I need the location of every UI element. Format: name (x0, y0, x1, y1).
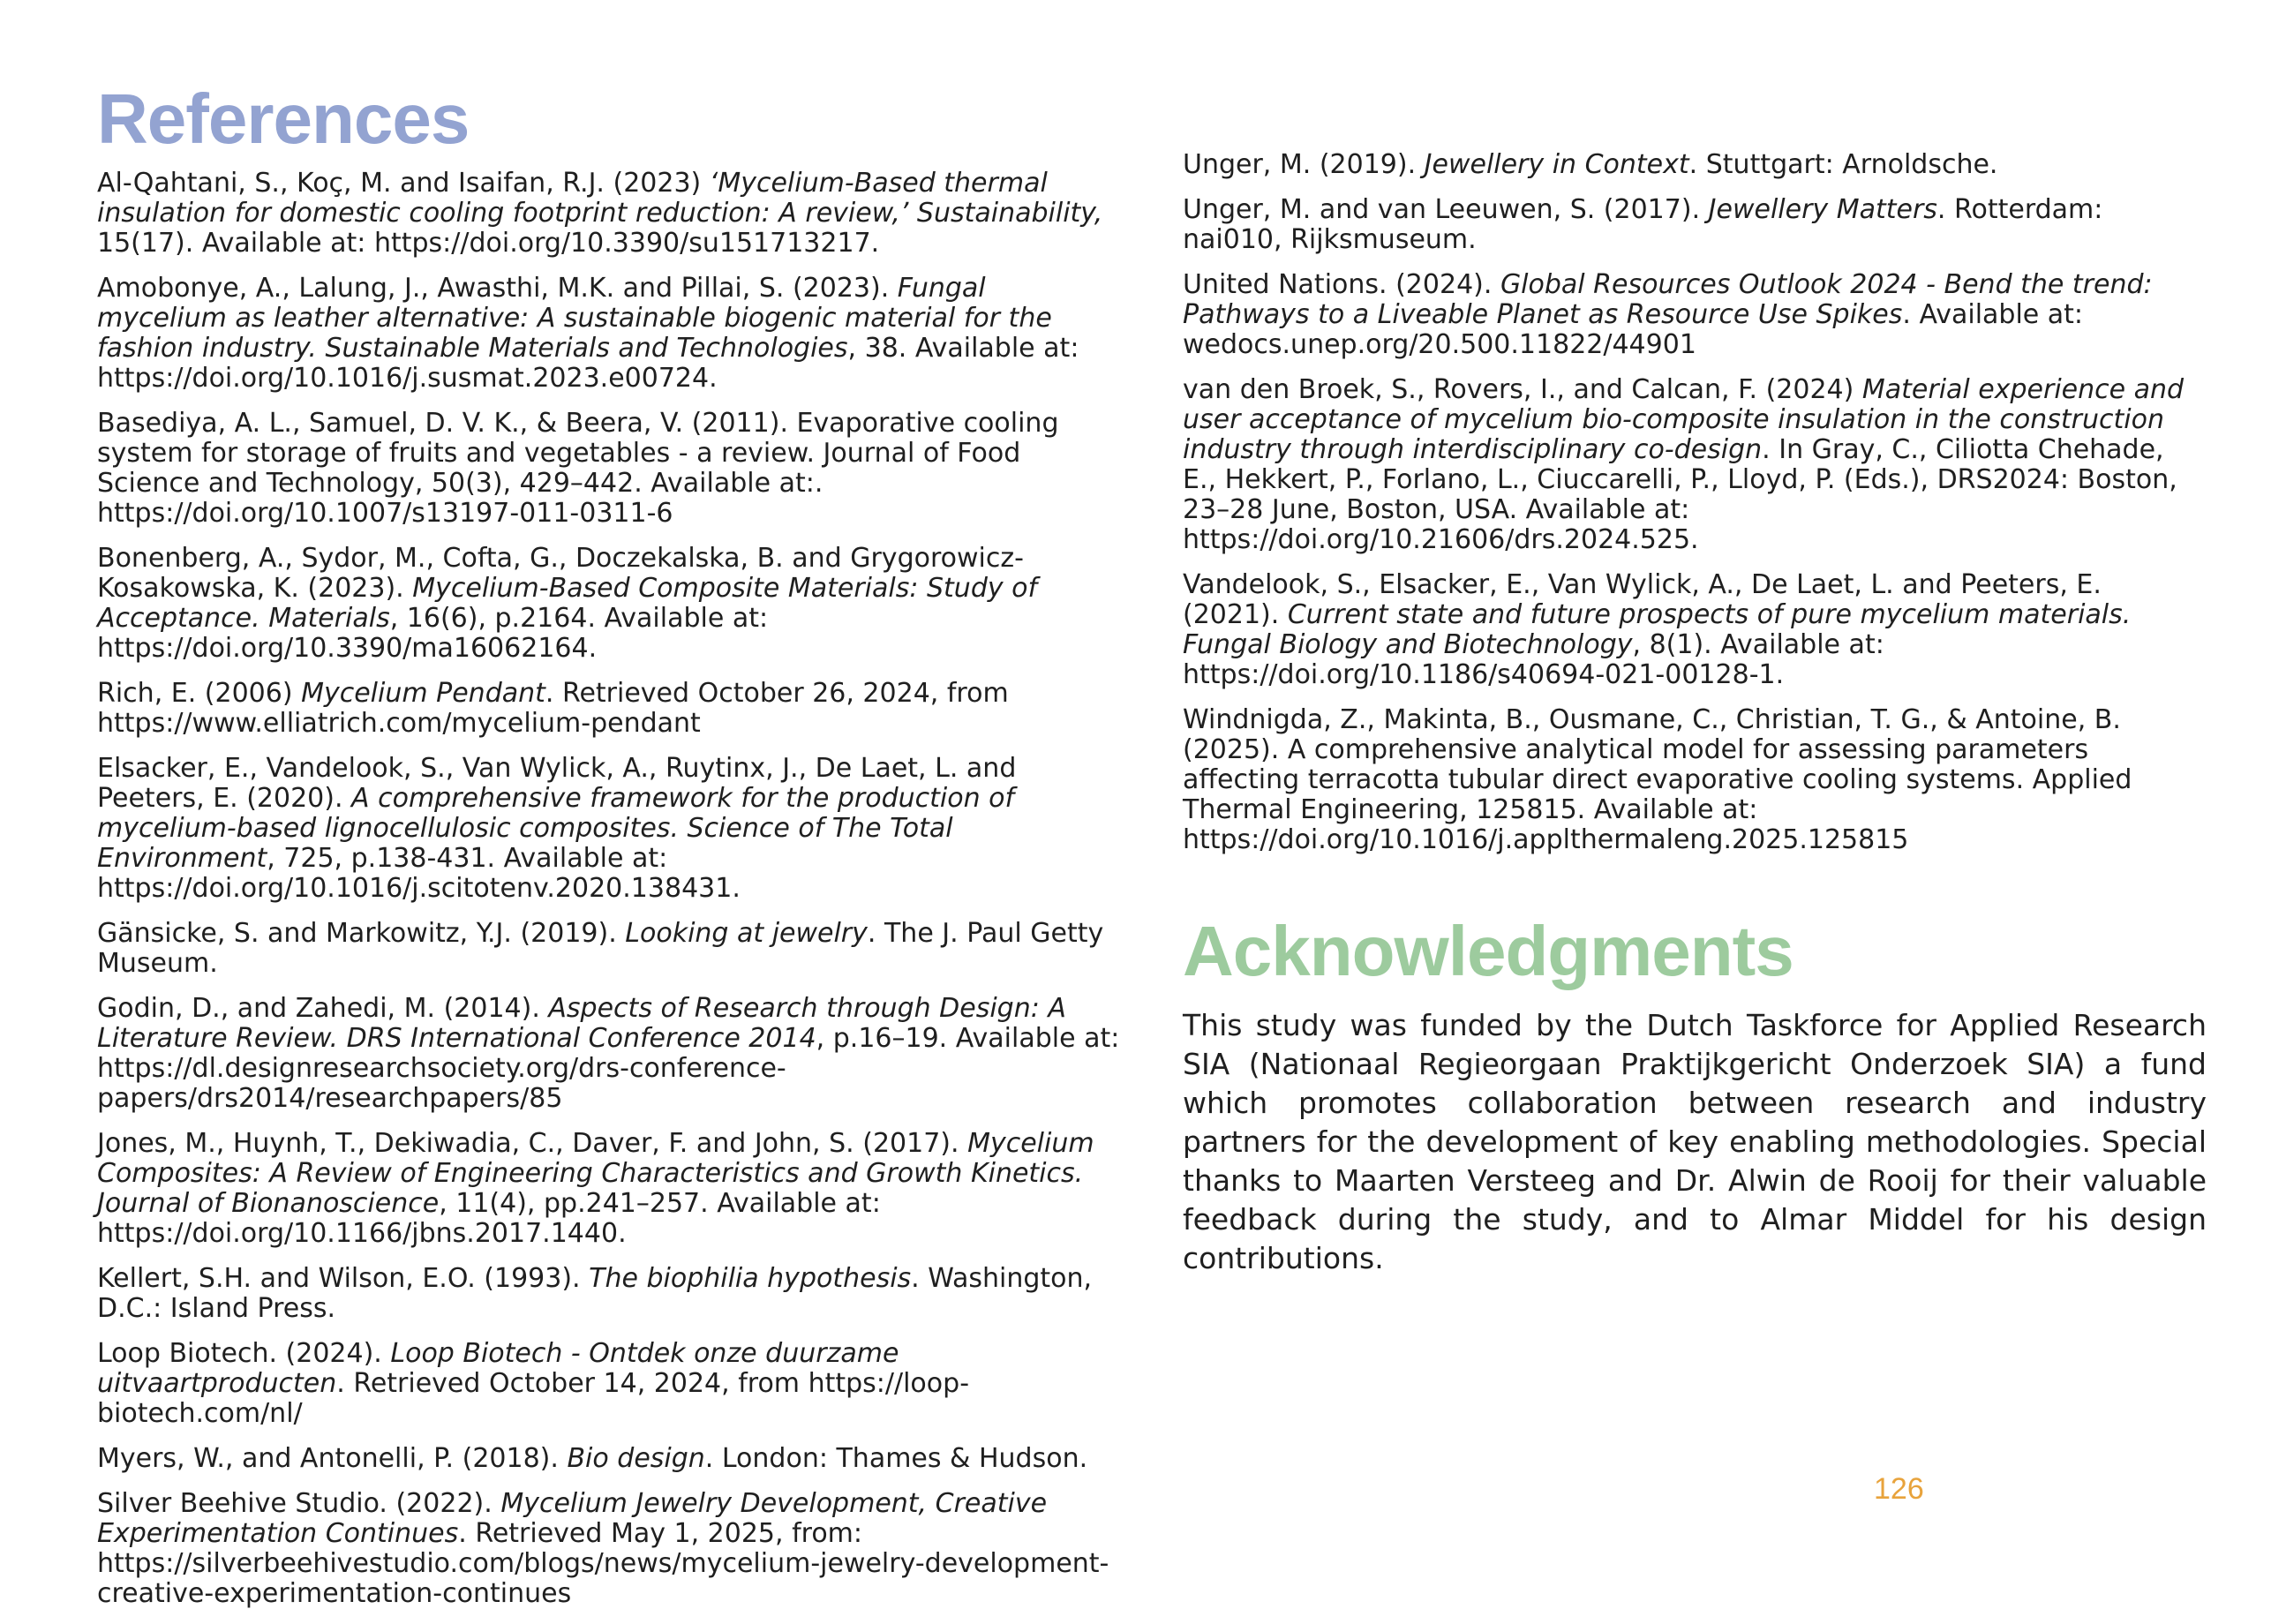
reference-entry (97, 1129, 1121, 1249)
reference-authors: United Nations. (2024). (1183, 269, 1500, 300)
reference-entry (97, 169, 1121, 259)
reference-authors: Amobonye, A., Lalung, J., Awasthi, M.K. and Pillai, S. (2023). (97, 273, 898, 304)
page-number: 126 (1874, 1472, 1924, 1506)
reference-entry (97, 544, 1121, 664)
reference-entry (1183, 375, 2198, 555)
reference-details: . Retrieved October 14, 2024, from https://loop-biotech.com/nl/ (97, 1368, 970, 1429)
reference-entry (1183, 570, 2198, 690)
acknowledgments-body: This study was funded by the Dutch Taskforce for Applied Research SIA (Nationaal Regieorgaan Praktijkgericht Onderzoek SIA) a fund which promotes collaboration between research and industry partners for the development of key enabling methodologies. Special thanks to Maarten Versteeg and Dr. Alwin de Rooij for their valuable feedback during the study, and to Almar Middel for his design contributions. (1183, 1008, 2207, 1275)
reference-details: . Retrieved May 1, 2025, from: https://silverbeehivestudio.com/blogs/news/mycelium-jewelry-development-creative-experimentation-continues (97, 1518, 1109, 1609)
reference-authors: Al-Qahtani, S., Koç, M. and Isaifan, R.J. (2023) (97, 168, 710, 199)
reference-details: . Stuttgart: Arnoldsche. (1688, 149, 1998, 180)
reference-authors: Silver Beehive Studio. (2022). (97, 1488, 501, 1519)
reference-entry (97, 754, 1121, 904)
reference-details: , 16(6), p.2164. Available at: https://doi.org/10.3390/ma16062164. (97, 603, 769, 664)
reference-details: . The J. Paul Getty Museum. (97, 918, 1104, 979)
acknowledgments-section (1183, 912, 2207, 1278)
reference-title: Jewellery in Context (1424, 149, 1689, 180)
references-heading: References (97, 79, 470, 158)
reference-authors: Myers, W., and Antonelli, P. (2018). (97, 1443, 568, 1474)
reference-title: Jewellery Matters (1708, 194, 1937, 225)
reference-authors: Gänsicke, S. and Markowitz, Y.J. (2019). (97, 918, 626, 949)
reference-authors: Jones, M., Huynh, T., Dekiwadia, C., Daver, F. and John, S. (2017). (97, 1128, 968, 1159)
reference-title: Global Resources Outlook 2024 - Bend the trend: Pathways to a Liveable Planet as Resource Use Spikes (1183, 269, 2153, 330)
reference-authors: Basediya, A. L., Samuel, D. V. K., & Beera, V. (2011). Evaporative cooling system for storage of fruits and vegetables - a review. Journal of Food Science and Technology, 50(3), 429–442. Available at:. https://doi.org/10.1007/s13197-011-0311-6 (97, 408, 1059, 529)
reference-title: Loop Biotech - Ontdek onze duurzame uitvaartproducten (97, 1338, 899, 1399)
reference-entry (97, 679, 1121, 739)
reference-details: , 38. Available at: https://doi.org/10.1016/j.susmat.2023.e00724. (97, 333, 1079, 394)
reference-details: . Rotterdam: nai010, Rijksmuseum. (1183, 194, 2103, 255)
reference-authors: Godin, D., and Zahedi, M. (2014). (97, 993, 549, 1024)
references-column-left (97, 79, 1121, 1624)
reference-authors: Unger, M. and van Leeuwen, S. (2017). (1183, 194, 1709, 225)
reference-authors: Elsacker, E., Vandelook, S., Van Wylick, A., Ruytinx, J., De Laet, L. and Peeters, E. (2020). (97, 753, 1017, 814)
reference-title: Aspects of Research through Design: A Literature Review. DRS International Conference 2014 (97, 993, 1066, 1054)
reference-details: . London: Thames & Hudson. (704, 1443, 1088, 1474)
reference-entry (1183, 705, 2198, 855)
reference-title: Mycelium Jewelry Development, Creative Experimentation Continues (97, 1488, 1048, 1549)
reference-entry (97, 409, 1121, 529)
reference-authors: Rich, E. (2006) (97, 678, 302, 709)
reference-authors: Windnigda, Z., Makinta, B., Ousmane, C., Christian, T. G., & Antoine, B. (2025). A comprehensive analytical model for assessing parameters affecting terracotta tubular direct evaporative cooling systems. Applied Thermal Engineering, 125815. Available at: https://doi.org/10.1016/j.applthermaleng.2025.125815 (1183, 704, 2132, 855)
reference-title: Current state and future prospects of pure mycelium materials. Fungal Biology and Biotechnology (1183, 599, 2132, 660)
reference-title: Mycelium-Based Composite Materials: Study of Acceptance. Materials (97, 573, 1038, 634)
reference-entry (1183, 195, 2198, 255)
reference-entry (97, 1264, 1121, 1324)
reference-title: A comprehensive framework for the production of mycelium-based lignocellulosic composites. Science of The Total Environment (97, 783, 1015, 874)
reference-authors: Kellert, S.H. and Wilson, E.O. (1993). (97, 1263, 590, 1294)
reference-title: Material experience and user acceptance of mycelium bio-composite insulation in the construction industry through interdisciplinary co-design (1183, 374, 2185, 465)
reference-title: ‘Mycelium-Based thermal insulation for domestic cooling footprint reduction: A review,’ Sustainability, (97, 168, 1103, 229)
reference-details: , 725, p.138-431. Available at: https://doi.org/10.1016/j.scitotenv.2020.138431. (97, 843, 741, 904)
reference-entry (1183, 270, 2198, 360)
reference-entry (1183, 150, 2198, 180)
reference-details: . In Gray, C., Ciliotta Chehade, E., Hekkert, P., Forlano, L., Ciuccarelli, P., Lloyd, P. (Eds.), DRS2024: Boston, 23–28 June, Boston, USA. Available at: https://doi.org/10.21606/drs.2024.525. (1183, 434, 2177, 555)
reference-entry (97, 994, 1121, 1114)
reference-entry (97, 1489, 1121, 1609)
reference-title: Mycelium Pendant (301, 678, 545, 709)
reference-authors: Loop Biotech. (2024). (97, 1338, 391, 1369)
reference-authors: Unger, M. (2019). (1183, 149, 1425, 180)
reference-details: , 8(1). Available at: https://doi.org/10.1186/s40694-021-00128-1. (1183, 629, 1884, 690)
reference-entry (97, 1444, 1121, 1474)
reference-details: 15(17). Available at: https://doi.org/10.3390/su151713217. (97, 228, 880, 259)
reference-authors: Vandelook, S., Elsacker, E., Van Wylick, A., De Laet, L. and Peeters, E. (2021). (1183, 569, 2102, 630)
reference-entry (97, 919, 1121, 979)
reference-entry (97, 1339, 1121, 1429)
reference-title: Bio design (567, 1443, 705, 1474)
reference-title: Looking at jewelry (625, 918, 868, 949)
reference-authors: van den Broek, S., Rovers, I., and Calcan, F. (2024) (1183, 374, 1862, 405)
reference-details: , 11(4), pp.241–257. Available at: https://doi.org/10.1166/jbns.2017.1440. (97, 1188, 881, 1249)
reference-entry (97, 274, 1121, 394)
reference-title: Fungal mycelium as leather alternative: A sustainable biogenic material for the fashion industry. Sustainable Materials and Technologies (97, 273, 1052, 364)
reference-title: Mycelium Composites: A Review of Engineering Characteristics and Growth Kinetics. Journal of Bionanoscience (97, 1128, 1094, 1219)
reference-details: . Available at: wedocs.unep.org/20.500.11822/44901 (1183, 299, 2084, 360)
references-column-right (1183, 150, 2198, 870)
reference-title: The biophilia hypothesis (589, 1263, 912, 1294)
acknowledgments-heading: Acknowledgments (1183, 912, 1793, 990)
reference-details: . Retrieved October 26, 2024, from https://www.elliatrich.com/mycelium-pendant (97, 678, 1009, 739)
reference-details: , p.16–19. Available at: https://dl.designresearchsociety.org/drs-conference-papers/drs2014/researchpapers/85 (97, 1023, 1120, 1114)
reference-details: . Washington, D.C.: Island Press. (97, 1263, 1093, 1324)
reference-authors: Bonenberg, A., Sydor, M., Cofta, G., Doczekalska, B. and Grygorowicz-Kosakowska, K. (2023). (97, 543, 1024, 604)
